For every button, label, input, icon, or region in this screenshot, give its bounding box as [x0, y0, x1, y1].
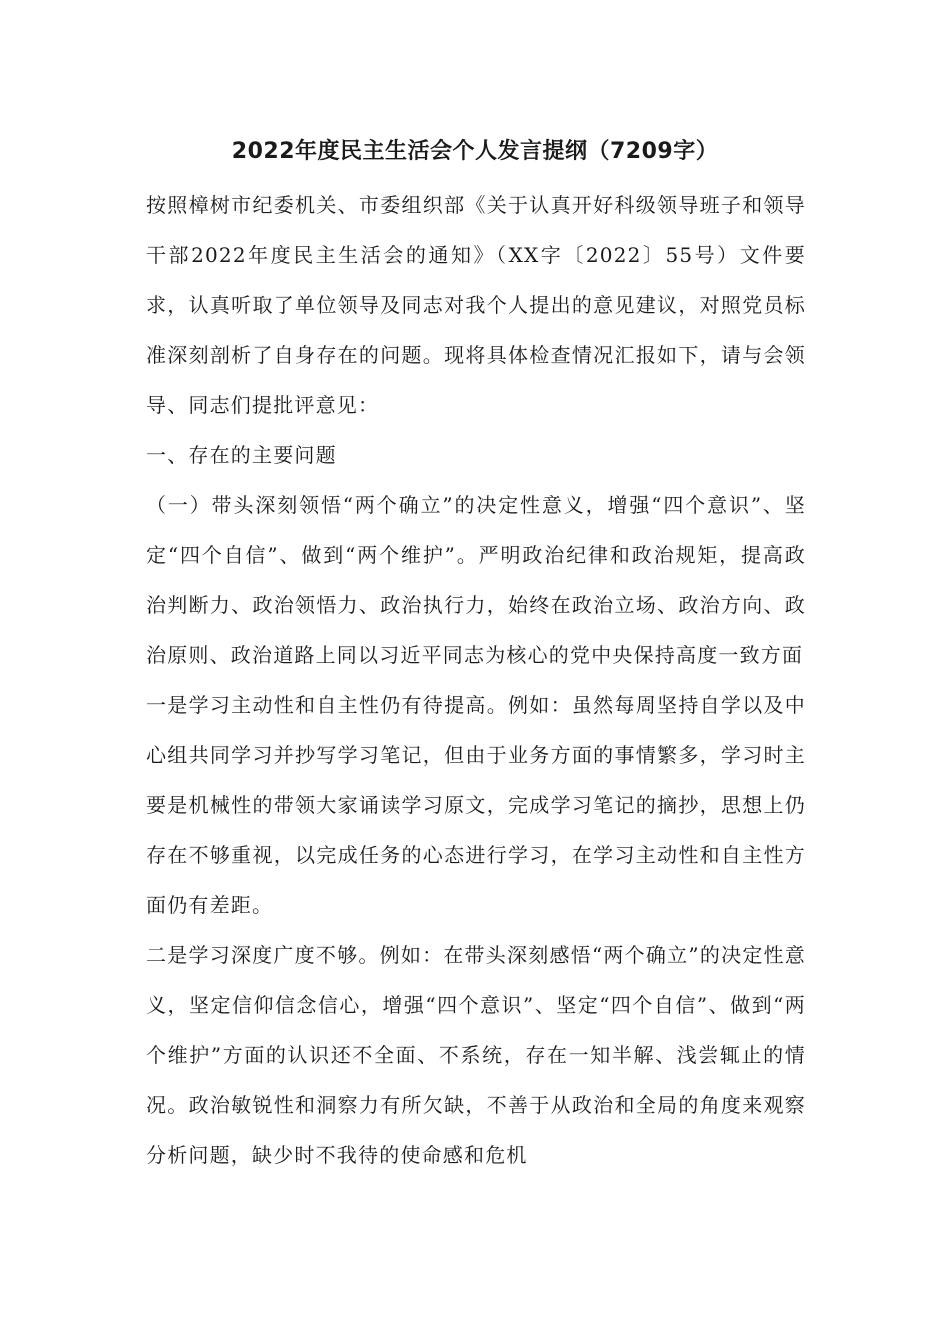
intro-paragraph: 按照樟树市纪委机关、市委组织部《关于认真开好科级领导班子和领导干部2022年度民主生活会的通知》（XX字〔2022〕55号）文件要求，认真听取了单位领导及同志对我个人提出的意见建议，对照党员标准深刻剖析了自身存在的问题。现将具体检查情况汇报如下，请与会领导、同志们提批评意见： [146, 193, 806, 417]
section-heading: 一、存在的主要问题 [146, 443, 337, 467]
document-title: 2022年度民主生活会个人发言提纲（7209字） [231, 139, 719, 164]
point-two-paragraph: 二是学习深度广度不够。例如：在带头深刻感悟“两个确立”的决定性意义，坚定信仰信念信心，增强“四个意识”、坚定“四个自信”、做到“两个维护”方面的认识还不全面、不系统，存在一知半解、浅尝辄止的情况。政治敏锐性和洞察力有所欠缺，不善于从政治和全局的角度来观察分析问题，缺少时不我待的使命感和危机 [146, 943, 806, 1167]
document-body [146, 180, 806, 1180]
point-one-paragraph: 一是学习主动性和自主性仍有待提高。例如：虽然每周坚持自学以及中心组共同学习并抄写学习笔记，但由于业务方面的事情繁多，学习时主要是机械性的带领大家诵读学习原文，完成学习笔记的摘抄，思想上仍存在不够重视，以完成任务的心态进行学习，在学习主动性和自主性方面仍有差距。 [146, 693, 806, 917]
subsection-paragraph: （一）带头深刻领悟“两个确立”的决定性意义，增强“四个意识”、坚定“四个自信”、做到“两个维护”。严明政治纪律和政治规矩，提高政治判断力、政治领悟力、政治执行力，始终在政治立场、政治方向、政治原则、政治道路上同以习近平同志为核心的党中央保持高度一致方面 [146, 493, 806, 667]
